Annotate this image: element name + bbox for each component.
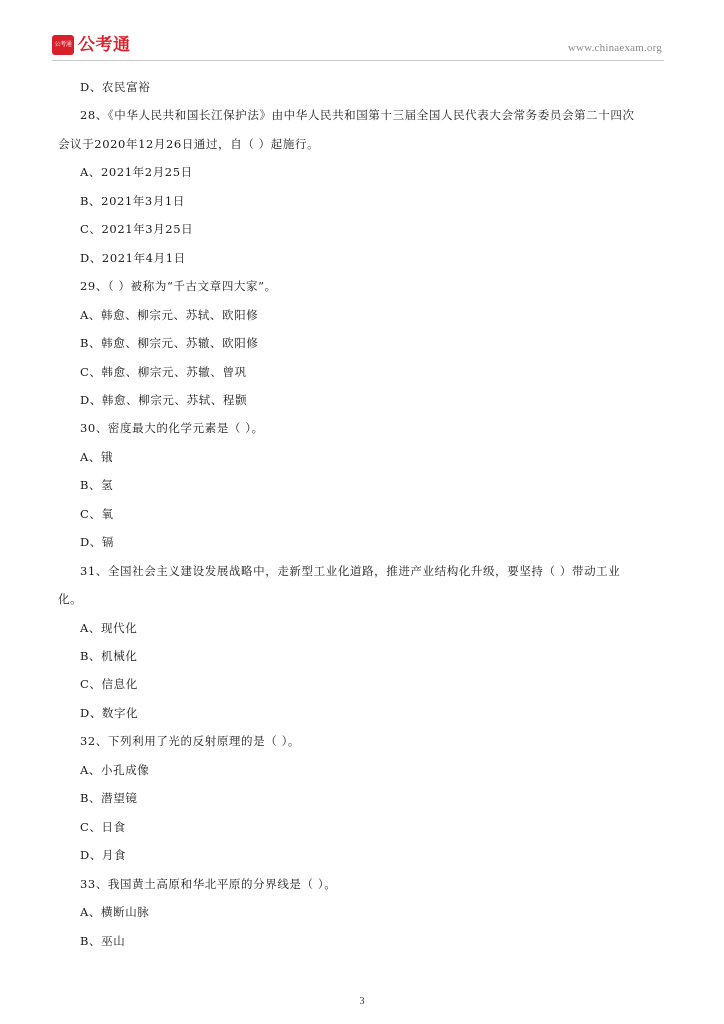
- answer-option: A、韩愈、柳宗元、苏轼、欧阳修: [80, 307, 259, 322]
- answer-option: B、巫山: [80, 933, 126, 948]
- answer-option: A、小孔成像: [80, 762, 150, 777]
- question-text: 29、（ ）被称为“千古文章四大家”。: [80, 279, 277, 294]
- answer-option: D、数字化: [80, 705, 139, 720]
- question-text: 化。: [58, 592, 83, 607]
- brand-name: 公考通: [78, 35, 131, 55]
- page-number: 3: [359, 996, 365, 1007]
- answer-option: C、韩愈、柳宗元、苏辙、曾巩: [80, 364, 247, 379]
- answer-option: B、2021年3月1日: [80, 193, 185, 208]
- question-text: 32、下列利用了光的反射原理的是（ ）。: [80, 734, 301, 749]
- answer-option: B、韩愈、柳宗元、苏辙、欧阳修: [80, 336, 259, 351]
- answer-option: D、韩愈、柳宗元、苏轼、程颢: [80, 392, 248, 407]
- answer-option: C、信息化: [80, 677, 138, 692]
- answer-option: B、机械化: [80, 649, 138, 663]
- answer-option: B、氢: [80, 478, 114, 493]
- brand-logo-icon: 公考通: [52, 35, 74, 55]
- answer-option: C、2021年3月25日: [80, 222, 194, 237]
- answer-option: C、氧: [80, 506, 114, 521]
- answer-option: A、锇: [80, 449, 114, 464]
- page-header: [52, 33, 664, 59]
- question-text: 33、我国黄土高原和华北平原的分界线是（ ）。: [80, 876, 337, 891]
- question-text: 28、《中华人民共和国长江保护法》由中华人民共和国第十三届全国人民代表大会常务委员会第二十四次: [80, 108, 635, 123]
- answer-option: A、现代化: [80, 620, 138, 635]
- answer-option: D、2021年4月1日: [80, 250, 186, 265]
- question-text: 30、密度最大的化学元素是（ ）。: [80, 421, 264, 436]
- answer-option: D、月食: [80, 848, 127, 863]
- answer-option: B、潜望镜: [80, 791, 138, 806]
- answer-option: D、农民富裕: [80, 80, 151, 94]
- header-divider: [52, 60, 664, 61]
- question-text: 31、全国社会主义建设发展战略中，走新型工业化道路，推进产业结构化升级，要坚持（ ）带动工业: [80, 563, 621, 578]
- answer-option: D、镉: [80, 535, 115, 550]
- answer-option: A、横断山脉: [80, 905, 150, 920]
- answer-option: A、2021年2月25日: [80, 165, 193, 180]
- site-url: www.chinaexam.org: [567, 42, 662, 54]
- question-text: 会议于2020年12月26日通过，自（ ）起施行。: [58, 136, 320, 151]
- answer-option: C、日食: [80, 819, 126, 834]
